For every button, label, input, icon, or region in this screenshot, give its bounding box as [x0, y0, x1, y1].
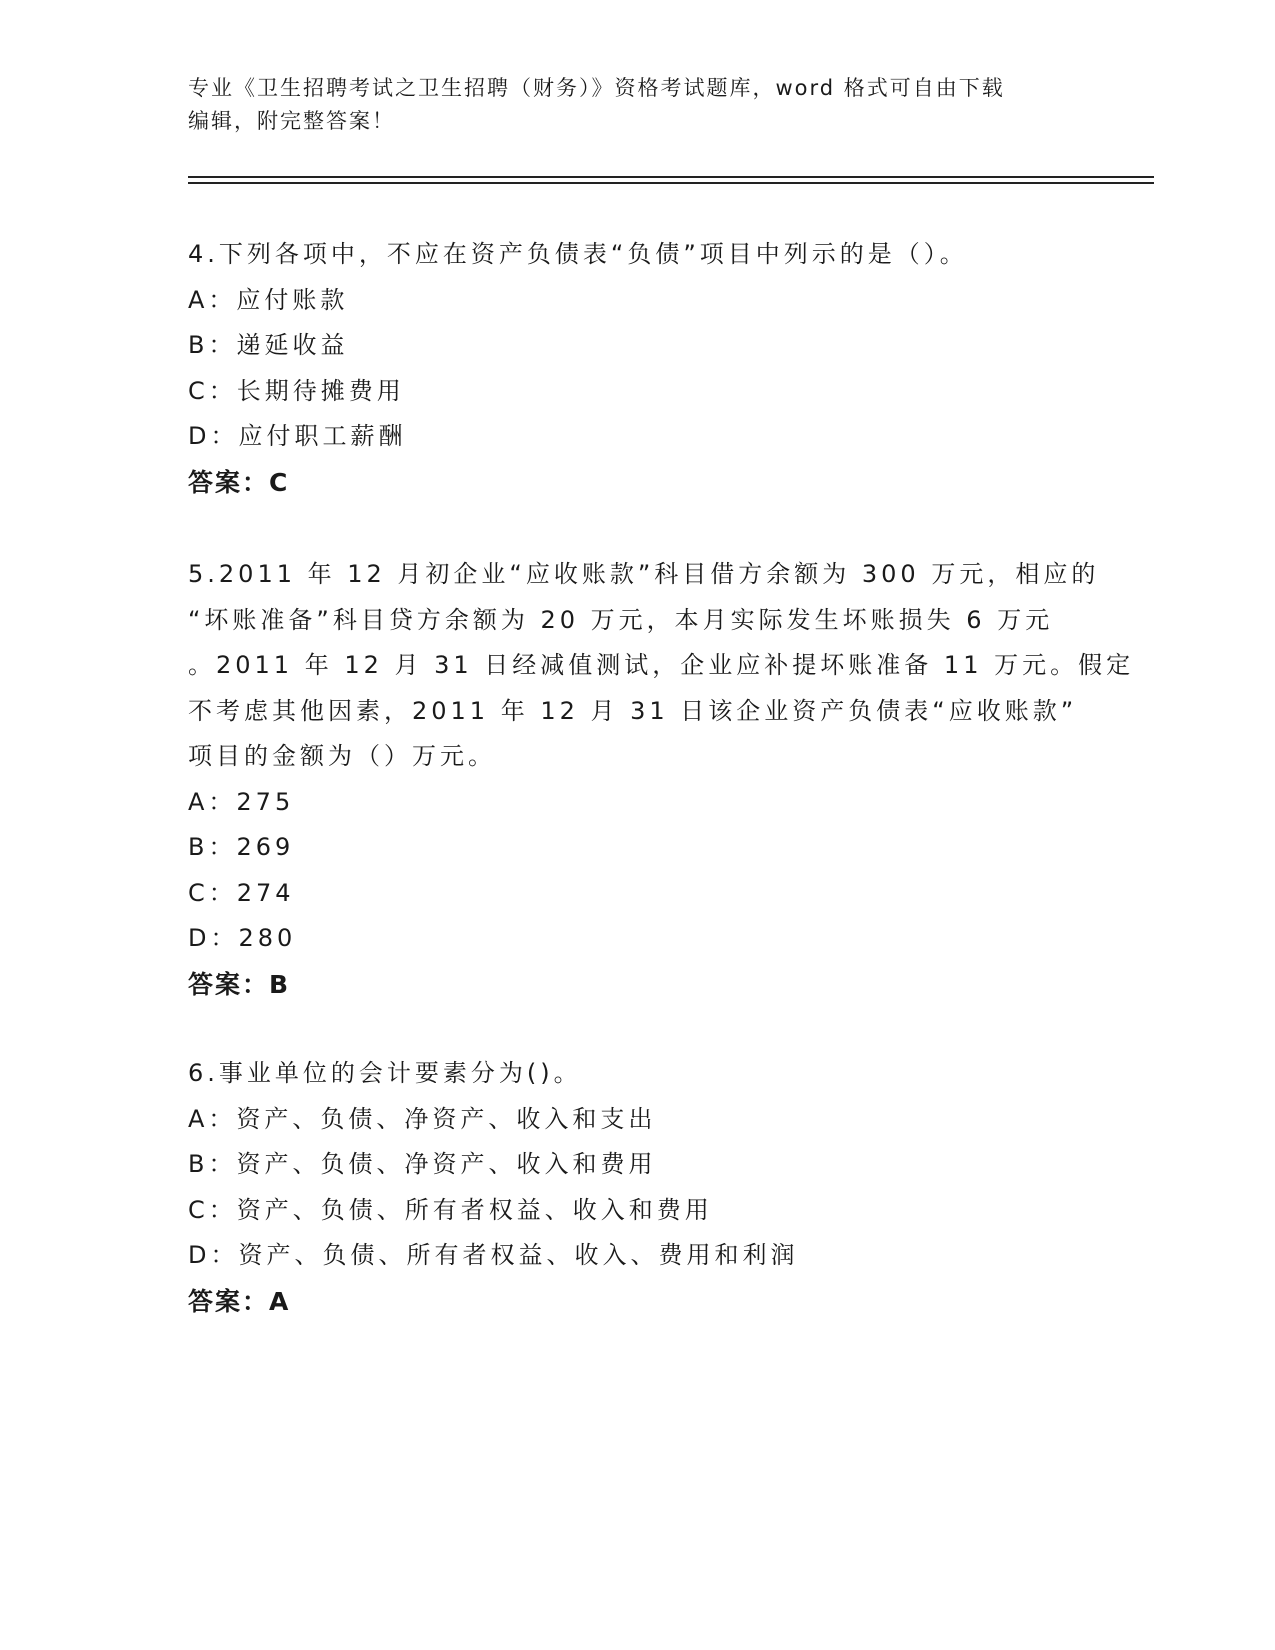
option-c: C：274: [188, 878, 295, 907]
question-stem-line-1: 5.2011 年 12 月初企业“应收账款”科目借方余额为 300 万元，相应的: [188, 560, 1100, 588]
question-stem: 6.事业单位的会计要素分为()。: [188, 1059, 582, 1087]
option-c: C：长期待摊费用: [188, 376, 405, 405]
question-stem: 4.下列各项中，不应在资产负债表“负债”项目中列示的是（）。: [188, 240, 968, 268]
header-divider-top: [188, 176, 1154, 178]
question-4: [188, 232, 1088, 505]
option-b: B：资产、负债、净资产、收入和费用: [188, 1150, 657, 1178]
question-6: [188, 1051, 1088, 1324]
question-stem-line-4: 不考虑其他因素，2011 年 12 月 31 日该企业资产负债表“应收账款”: [188, 696, 1078, 725]
answer-label: 答案：C: [188, 467, 290, 497]
option-c: C：资产、负债、所有者权益、收入和费用: [188, 1195, 713, 1224]
question-stem-line-2: “坏账准备”科目贷方余额为 20 万元，本月实际发生坏账损失 6 万元: [188, 605, 1054, 634]
option-a: A：应付账款: [188, 285, 349, 314]
question-stem-line-5: 项目的金额为（）万元。: [188, 742, 496, 770]
option-b: B：递延收益: [188, 331, 349, 359]
question-5: [188, 552, 1135, 1007]
option-d: D：280: [188, 924, 297, 952]
option-a: A：资产、负债、净资产、收入和支出: [188, 1104, 657, 1133]
question-stem-line-3: 。2011 年 12 月 31 日经减值测试，企业应补提坏账准备 11 万元。假定: [188, 651, 1135, 679]
option-b: B：269: [188, 833, 295, 861]
header-line-1: 专业《卫生招聘考试之卫生招聘（财务）》资格考试题库，word 格式可自由下载: [188, 76, 1005, 100]
option-a: A：275: [188, 787, 295, 816]
answer-label: 答案：A: [188, 1286, 291, 1316]
option-d: D：资产、负债、所有者权益、收入、费用和利润: [188, 1241, 799, 1269]
header-line-2: 编辑，附完整答案！: [188, 109, 395, 133]
answer-label: 答案：B: [188, 969, 291, 999]
document-header: [188, 72, 1088, 138]
option-d: D：应付职工薪酬: [188, 422, 407, 450]
header-divider-bottom: [188, 182, 1154, 184]
